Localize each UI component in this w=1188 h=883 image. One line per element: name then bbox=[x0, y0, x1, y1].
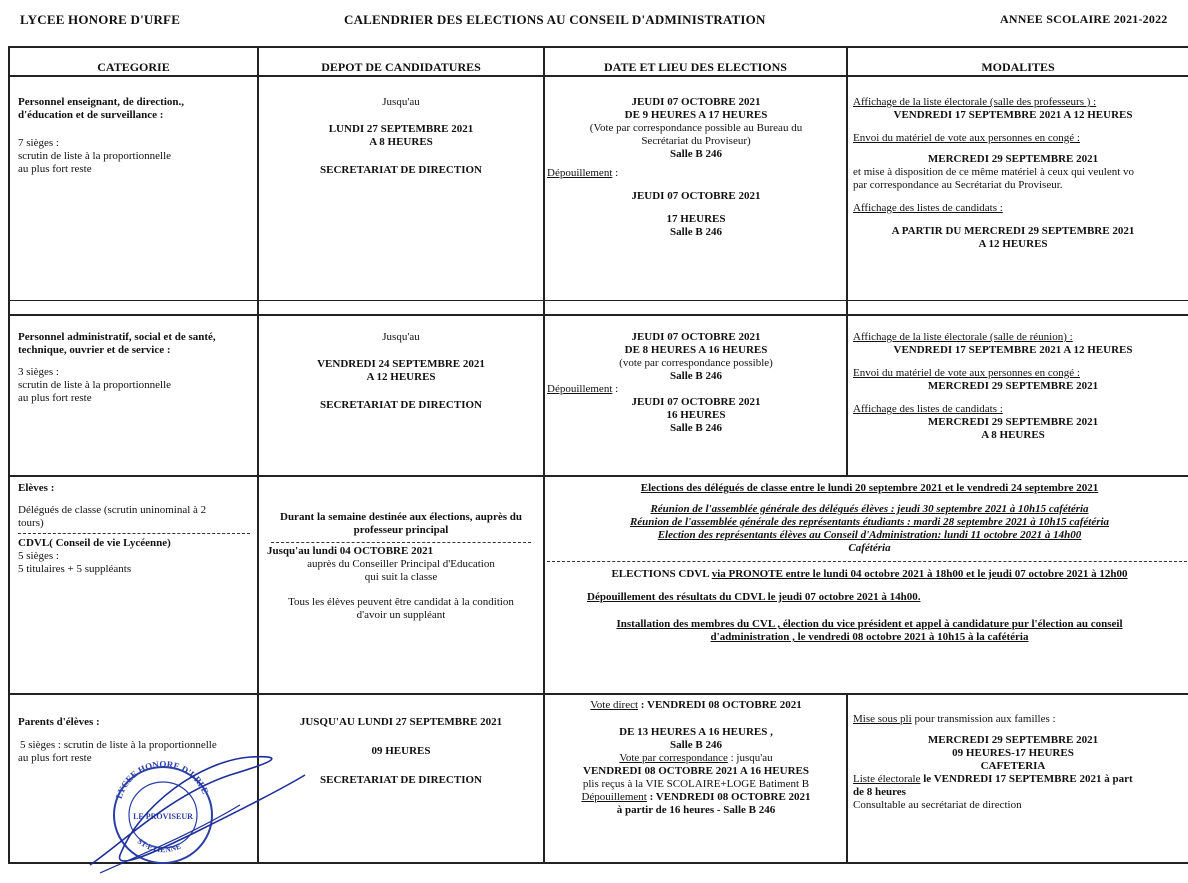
modalite-label: Affichage de la liste électorale (salle des professeurs ) : bbox=[853, 96, 1097, 108]
category-deleg: tours) bbox=[18, 517, 44, 529]
election-info: Installation des membres du CVL , élection du vice président et appel à candidature pur l'élection au conseil bbox=[616, 618, 1123, 630]
category-seats: 7 sièges : bbox=[18, 137, 59, 149]
official-stamp-signature bbox=[80, 735, 310, 880]
election-hours: DE 13 HEURES A 16 HEURES , bbox=[619, 726, 773, 738]
modalite-place: CAFETERIA bbox=[980, 760, 1046, 772]
depot-time: A 12 HEURES bbox=[366, 371, 436, 383]
depot-text: Jusqu'au bbox=[382, 96, 420, 108]
row4-modalites: Mise sous pli pour transmission aux familles : MERCREDI 29 SEPTEMBRE 2021 09 HEURES-17 HEURES CAFETERIA Liste électorale le VENDREDI 17 SEPTEMBRE 2021 à part de 8 heures Consultable au secrétariat de direction bbox=[853, 713, 1188, 812]
depot-text: Jusqu'au bbox=[382, 331, 420, 343]
election-info: ELECTIONS CDVL bbox=[611, 568, 712, 580]
counting-label: Dépouillement bbox=[547, 167, 613, 179]
election-date: JEUDI 07 OCTOBRE 2021 bbox=[631, 96, 761, 108]
header-bottom-border bbox=[8, 75, 1188, 77]
modalite-time: de 8 heures bbox=[853, 786, 906, 798]
row3-category bbox=[18, 482, 254, 576]
dashed-separator bbox=[547, 561, 1188, 562]
row2-depot bbox=[259, 331, 543, 412]
category-title: Personnel administratif, social et de santé, bbox=[18, 331, 216, 343]
depot-place: SECRETARIAT DE DIRECTION bbox=[320, 399, 482, 411]
row1-modalites bbox=[853, 96, 1188, 251]
row3-top-border bbox=[8, 475, 1188, 477]
category-detail: 5 titulaires + 5 suppléants bbox=[18, 563, 132, 575]
row2-top-border bbox=[8, 314, 1188, 316]
stamp-text-bottom: ST-ETIENNE bbox=[135, 836, 183, 855]
election-label: Vote par correspondance bbox=[619, 752, 728, 764]
category-title: Parents d'élèves : bbox=[18, 716, 100, 728]
election-info: Réunion de l'assemblée générale des délégués élèves : jeudi 30 septembre 2021 à 10h15 cafétéria bbox=[650, 503, 1089, 515]
row1-election-date: JEUDI 07 OCTOBRE 2021 DE 9 HEURES A 17 HEURES (Vote par correspondance possible au Bureau du Secrétariat du Proviseur) Salle B 246 Dépouillement : JEUDI 07 OCTOBRE 2021 17 HEURES Salle B 246 bbox=[547, 96, 845, 239]
election-note: (vote par correspondance possible) bbox=[619, 357, 773, 369]
modalite-date: MERCREDI 29 SEPTEMBRE 2021 bbox=[927, 153, 1099, 165]
row1-bottom-border bbox=[8, 300, 1188, 301]
modalite-date: VENDREDI 17 SEPTEMBRE 2021 A 12 HEURES bbox=[893, 109, 1133, 121]
modalite-label: Envoi du matériel de vote aux personnes en congé : bbox=[853, 132, 1080, 144]
election-hours: DE 8 HEURES A 16 HEURES bbox=[624, 344, 768, 356]
document-title: CALENDRIER DES ELECTIONS AU CONSEIL D'ADMINISTRATION bbox=[344, 12, 766, 27]
row3-elections bbox=[547, 482, 1188, 644]
category-mode: scrutin de liste à la proportionnelle bbox=[18, 379, 172, 391]
election-note: plis reçus à la VIE SCOLAIRE+LOGE Batiment B bbox=[582, 778, 810, 790]
election-note: Secrétariat du Proviseur) bbox=[641, 135, 751, 147]
election-info: Elections des délégués de classe entre le lundi 20 septembre 2021 et le vendredi 24 septembre 2021 bbox=[640, 482, 1099, 494]
election-label: Vote direct bbox=[590, 699, 639, 711]
row3-depot bbox=[259, 511, 543, 622]
col-header-date-lieu: DATE ET LIEU DES ELECTIONS bbox=[604, 60, 787, 74]
col3-divider-bottom bbox=[846, 693, 848, 864]
depot-text: qui suit la classe bbox=[364, 571, 438, 583]
modalite-label: Envoi du matériel de vote aux personnes en congé : bbox=[853, 367, 1080, 379]
depot-date: Jusqu'au lundi 04 OCTOBRE 2021 bbox=[267, 545, 434, 557]
counting-date: JEUDI 07 OCTOBRE 2021 bbox=[631, 396, 761, 408]
counting-label: Dépouillement bbox=[547, 383, 613, 395]
modalite-date: le VENDREDI 17 SEPTEMBRE 2021 à part bbox=[920, 773, 1133, 785]
category-title: d'éducation et de surveillance : bbox=[18, 109, 164, 121]
category-mode: au plus fort reste bbox=[18, 752, 92, 764]
col-header-categorie: CATEGORIE bbox=[97, 60, 170, 74]
modalite-time: A 12 HEURES bbox=[978, 238, 1048, 250]
election-info: Election des représentants élèves au Conseil d'Administration: lundi 11 octobre 2021 à 14h00 bbox=[657, 529, 1082, 541]
election-note: (Vote par correspondance possible au Bureau du bbox=[589, 122, 803, 134]
school-year: ANNEE SCOLAIRE 2021-2022 bbox=[1000, 12, 1168, 26]
depot-time: A 8 HEURES bbox=[369, 136, 433, 148]
col-header-modalites: MODALITES bbox=[981, 60, 1055, 74]
modalite-date: MERCREDI 29 SEPTEMBRE 2021 bbox=[927, 416, 1099, 428]
modalite-label: Mise sous pli bbox=[853, 713, 912, 725]
counting-date: JEUDI 07 OCTOBRE 2021 bbox=[631, 190, 761, 202]
depot-place: SECRETARIAT DE DIRECTION bbox=[320, 164, 482, 176]
election-info: via PRONOTE entre le lundi 04 octobre 2021 à 18h00 et le jeudi 07 octobre 2021 à 12h00 bbox=[711, 568, 1128, 580]
modalite-time: A 8 HEURES bbox=[981, 429, 1045, 441]
depot-date: LUNDI 27 SEPTEMBRE 2021 bbox=[328, 123, 474, 135]
row2-modalites bbox=[853, 331, 1188, 442]
election-hours: DE 9 HEURES A 17 HEURES bbox=[624, 109, 768, 121]
col-header-depot: DEPOT DE CANDIDATURES bbox=[321, 60, 481, 74]
category-title: Personnel enseignant, de direction., bbox=[18, 96, 185, 108]
election-date: JEUDI 07 OCTOBRE 2021 bbox=[631, 331, 761, 343]
depot-text: auprès du Conseiller Principal d'Education bbox=[307, 558, 495, 570]
left-border bbox=[8, 46, 10, 864]
modalite-date: MERCREDI 29 SEPTEMBRE 2021 bbox=[927, 734, 1099, 746]
election-info: Dépouillement des résultats du CDVL le jeudi 07 octobre 2021 à 14h00. bbox=[587, 591, 921, 603]
election-info: Réunion de l'assemblée générale des représentants étudiants : mardi 28 septembre 2021 à 10h15 cafétéria bbox=[629, 516, 1110, 528]
depot-text: Durant la semaine destinée aux élections, auprès du bbox=[280, 511, 522, 523]
col2-divider bbox=[543, 46, 545, 864]
depot-text: Tous les élèves peuvent être candidat à la condition bbox=[288, 596, 514, 608]
row4-top-border bbox=[8, 693, 1188, 695]
category-seats: 3 sièges : bbox=[18, 366, 59, 378]
election-room: Salle B 246 bbox=[670, 739, 722, 751]
category-mode: au plus fort reste bbox=[18, 163, 92, 175]
counting-time: à partir de 16 heures - Salle B 246 bbox=[616, 804, 776, 816]
row1-depot bbox=[259, 96, 543, 177]
category-mode: scrutin de liste à la proportionnelle bbox=[18, 150, 172, 162]
school-name: LYCEE HONORE D'URFE bbox=[20, 12, 181, 27]
modalite-date: VENDREDI 17 SEPTEMBRE 2021 A 12 HEURES bbox=[893, 344, 1133, 356]
election-date: : VENDREDI 08 OCTOBRE 2021 bbox=[638, 699, 802, 711]
category-cdvl: CDVL( Conseil de vie Lycéenne) bbox=[18, 537, 171, 549]
modalite-label: Affichage de la liste électorale (salle de réunion) : bbox=[853, 331, 1073, 343]
row2-category bbox=[18, 331, 254, 405]
category-mode: au plus fort reste bbox=[18, 392, 92, 404]
modalite-text: par correspondance au Secrétariat du Proviseur. bbox=[853, 179, 1063, 191]
stamp-text-top: LYCEE HONORE D'URFE bbox=[113, 758, 211, 800]
depot-place: SECRETARIAT DE DIRECTION bbox=[320, 774, 482, 786]
modalite-time: 09 HEURES-17 HEURES bbox=[952, 747, 1074, 759]
counting-label: Dépouillement bbox=[581, 791, 647, 803]
election-info: Cafétéria bbox=[848, 542, 891, 554]
category-deleg: Délégués de classe (scrutin uninominal à 2 bbox=[18, 504, 207, 516]
modalite-text: et mise à disposition de ce même matériel à ceux qui veulent vo bbox=[853, 166, 1135, 178]
table-top-border bbox=[8, 46, 1188, 48]
modalite-label: Affichage des listes de candidats : bbox=[853, 202, 1003, 214]
election-room: Salle B 246 bbox=[670, 370, 722, 382]
election-room: Salle B 246 bbox=[670, 148, 722, 160]
dashed-separator bbox=[18, 533, 250, 534]
counting-hour: 17 HEURES bbox=[666, 213, 726, 225]
col3-divider-top bbox=[846, 46, 848, 475]
modalite-date: MERCREDI 29 SEPTEMBRE 2021 bbox=[927, 380, 1099, 392]
category-title: Elèves : bbox=[18, 482, 55, 494]
modalite-date: A PARTIR DU MERCREDI 29 SEPTEMBRE 2021 bbox=[891, 225, 1135, 237]
category-mode: 5 sièges : scrutin de liste à la proportionnelle bbox=[20, 739, 217, 751]
depot-time: 09 HEURES bbox=[371, 745, 431, 757]
depot-text: d'avoir un suppléant bbox=[356, 609, 446, 621]
category-seats: 5 sièges : bbox=[18, 550, 59, 562]
category-title: technique, ouvrier et de service : bbox=[18, 344, 171, 356]
depot-text: professeur principal bbox=[353, 524, 449, 536]
row1-category bbox=[18, 96, 254, 176]
election-date: VENDREDI 08 OCTOBRE 2021 A 16 HEURES bbox=[583, 765, 809, 777]
counting-hour: 16 HEURES bbox=[666, 409, 726, 421]
counting-date: : VENDREDI 08 OCTOBRE 2021 bbox=[646, 791, 811, 803]
dashed-separator bbox=[271, 542, 531, 543]
depot-date: JUSQU'AU LUNDI 27 SEPTEMBRE 2021 bbox=[299, 716, 503, 728]
modalite-label: Liste électorale bbox=[853, 773, 921, 785]
row2-election-date: JEUDI 07 OCTOBRE 2021 DE 8 HEURES A 16 HEURES (vote par correspondance possible) Salle B 246 Dépouillement : JEUDI 07 OCTOBRE 2021 16 HEURES Salle B 246 bbox=[547, 331, 845, 435]
modalite-label: Affichage des listes de candidats : bbox=[853, 403, 1003, 415]
row4-election-date: Vote direct : VENDREDI 08 OCTOBRE 2021 DE 13 HEURES A 16 HEURES , Salle B 246 Vote par correspondance : jusqu'au VENDREDI 08 OCTOBRE 2021 A 16 HEURES plis reçus à la VIE SCOLAIRE+LOGE Batiment B Dépouillement : VENDREDI 08 OCTOBRE 2021 à partir de 16 heures - Salle B 246 bbox=[547, 699, 845, 817]
election-info: d'administration , le vendredi 08 octobre 2021 à 10h15 à la cafétéria bbox=[710, 631, 1029, 643]
modalite-text: Consultable au secrétariat de direction bbox=[853, 799, 1022, 811]
stamp-text-mid: LE PROVISEUR bbox=[133, 812, 193, 821]
depot-date: VENDREDI 24 SEPTEMBRE 2021 bbox=[317, 358, 485, 370]
counting-room: Salle B 246 bbox=[670, 422, 722, 434]
counting-room: Salle B 246 bbox=[670, 226, 722, 238]
